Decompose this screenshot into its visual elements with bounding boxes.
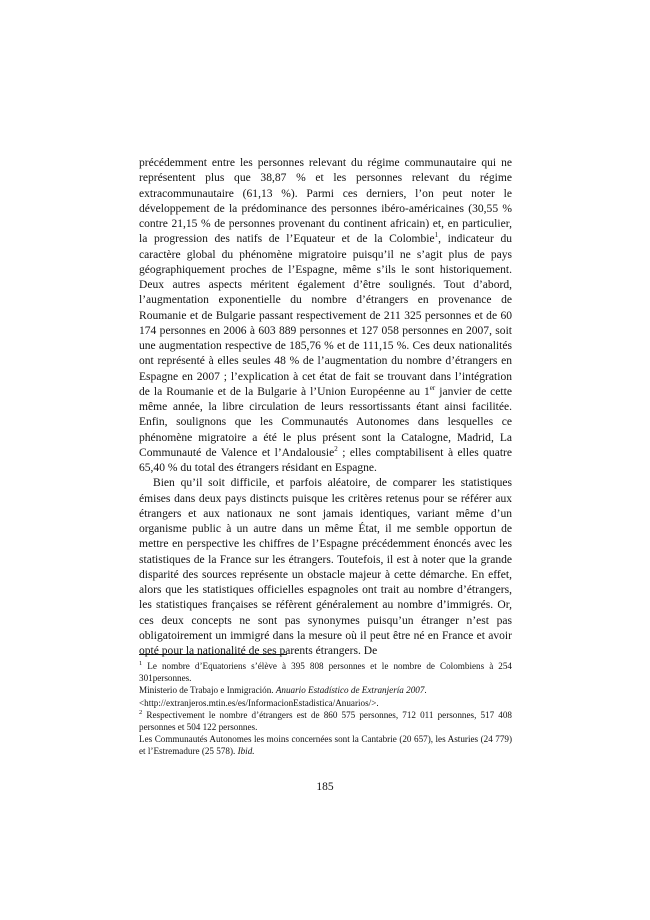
- paragraph-2: Bien qu’il soit difficile, et parfois aléatoire, de comparer les statistiques émises dans deux pays distincts puisque les critères retenus pour se référer aux étrangers et aux nationaux ne sont jamais identiques, variant même d’un organisme public à un autre dans un même État, il me semble opportun de mettre en perspective les chiffres de l’Espagne précédemment énoncés avec les statistiques de la France sur les étrangers. Toutefois, il est à noter que la grande disparité des sources représente un obstacle majeur à cette démarche. En effet, alors que les statistiques officielles espagnoles ont trait au nombre d’étrangers, les statistiques françaises se réfèrent généralement au nombre d’immigrés. Or, ces deux concepts ne sont pas synonymes puisqu’un étranger n’est pas obligatoirement un immigré dans la mesure où il peut être né en France et avoir opté pour la nationalité de ses parents étrangers. De: [139, 477, 512, 657]
- footnote-1-text: Le nombre d’Equatoriens s’élève à 395 808 personnes et le nombre de Colombiens à 254 301personnes.: [139, 661, 512, 684]
- footnote-1: [139, 660, 512, 684]
- footnote-2-extra: [139, 733, 512, 757]
- footnote-2: [139, 709, 512, 733]
- footnote-1-number: 1: [139, 659, 143, 667]
- footnote-1-source-title: Anuario Estadístico de Extranjería 2007: [275, 685, 425, 696]
- footnote-separator: [139, 654, 287, 655]
- paragraph-1: [139, 156, 512, 476]
- body-text: [139, 156, 512, 659]
- footnote-2-number: 2: [139, 708, 143, 716]
- ordinal-superscript: er: [429, 383, 436, 392]
- footnote-2-ibid: Ibid.: [237, 746, 255, 757]
- footnote-2-text: Respectivement le nombre d’étrangers est de 860 575 personnes, 712 011 personnes, 517 408 personnes et 504 122 personnes.: [139, 709, 512, 733]
- footnote-ref-1[interactable]: 1: [434, 231, 439, 240]
- footnote-1-source-end: .: [424, 685, 427, 696]
- page-number: 185: [316, 781, 334, 793]
- footnote-ref-2[interactable]: 2: [334, 444, 338, 453]
- paragraph-1-text-c: janvier de cette même année, la libre circulation de leurs ressortissants étant ainsi facilitée. Enfin, soulignons que les Communautés Autonomes dans lesquelles ce phénomène migratoire a été le plus présent sont la Catalogne, Madrid, La Communauté de Valence et l’Andalousie: [139, 385, 512, 459]
- footnote-2-extra-text: Les Communautés Autonomes les moins concernées sont la Cantabrie (20 657), les Asturies (24 779) et l’Estremadure (25 578).: [139, 734, 512, 757]
- paragraph-1-text-b: , indicateur du caractère global du phénomène migratoire puisqu’il ne s’agit plus de pays géographiquement proches de l’Espagne, même s’ils le sont historiquement. Deux autres aspects méritent également d’être soulignés. Tout d’abord, l’augmentation exponentielle du nombre d’étrangers en provenance de Roumanie et de Bulgarie passant respectivement de 211 325 personnes et de 60 174 personnes en 2006 à 603 889 personnes et 127 058 personnes en 2007, soit une augmentation respective de 185,76 % et de 111,15 %. Ces deux nationalités ont représenté à elles seules 48 % de l’augmentation du nombre d’étrangers en Espagne en 2007 ; l’explication à cet état de fait se trouvant dans l’intégration de la Roumanie et de la Bulgarie à l’Union Européenne au 1: [139, 233, 512, 398]
- footnote-1-url[interactable]: <http://extranjeros.mtin.es/es/InformacionEstadistica/Anuarios/>.: [139, 697, 379, 708]
- paragraph-1-text-a: précédemment entre les personnes relevant du régime communautaire qui ne représentent plus que 38,87 % et les personnes relevant du régime extracommunautaire (61,13 %). Parmi ces derniers, l’on peut noter le développement de la prédominance des personnes ibéro-américaines (30,55 % contre 21,15 % de personnes provenant du continent africain) et, en particulier, la progression des natifs de l’Equateur et de la Colombie: [139, 157, 512, 246]
- paragraph-1-text-d: ; elles comptabilisent à elles quatre 65,40 % du total des étrangers résidant en Espagne.: [139, 446, 512, 474]
- footnote-1-source: [139, 684, 512, 696]
- footnote-1-source-publisher: Ministerio de Trabajo e Inmigración.: [139, 685, 276, 696]
- footnotes: [139, 654, 512, 758]
